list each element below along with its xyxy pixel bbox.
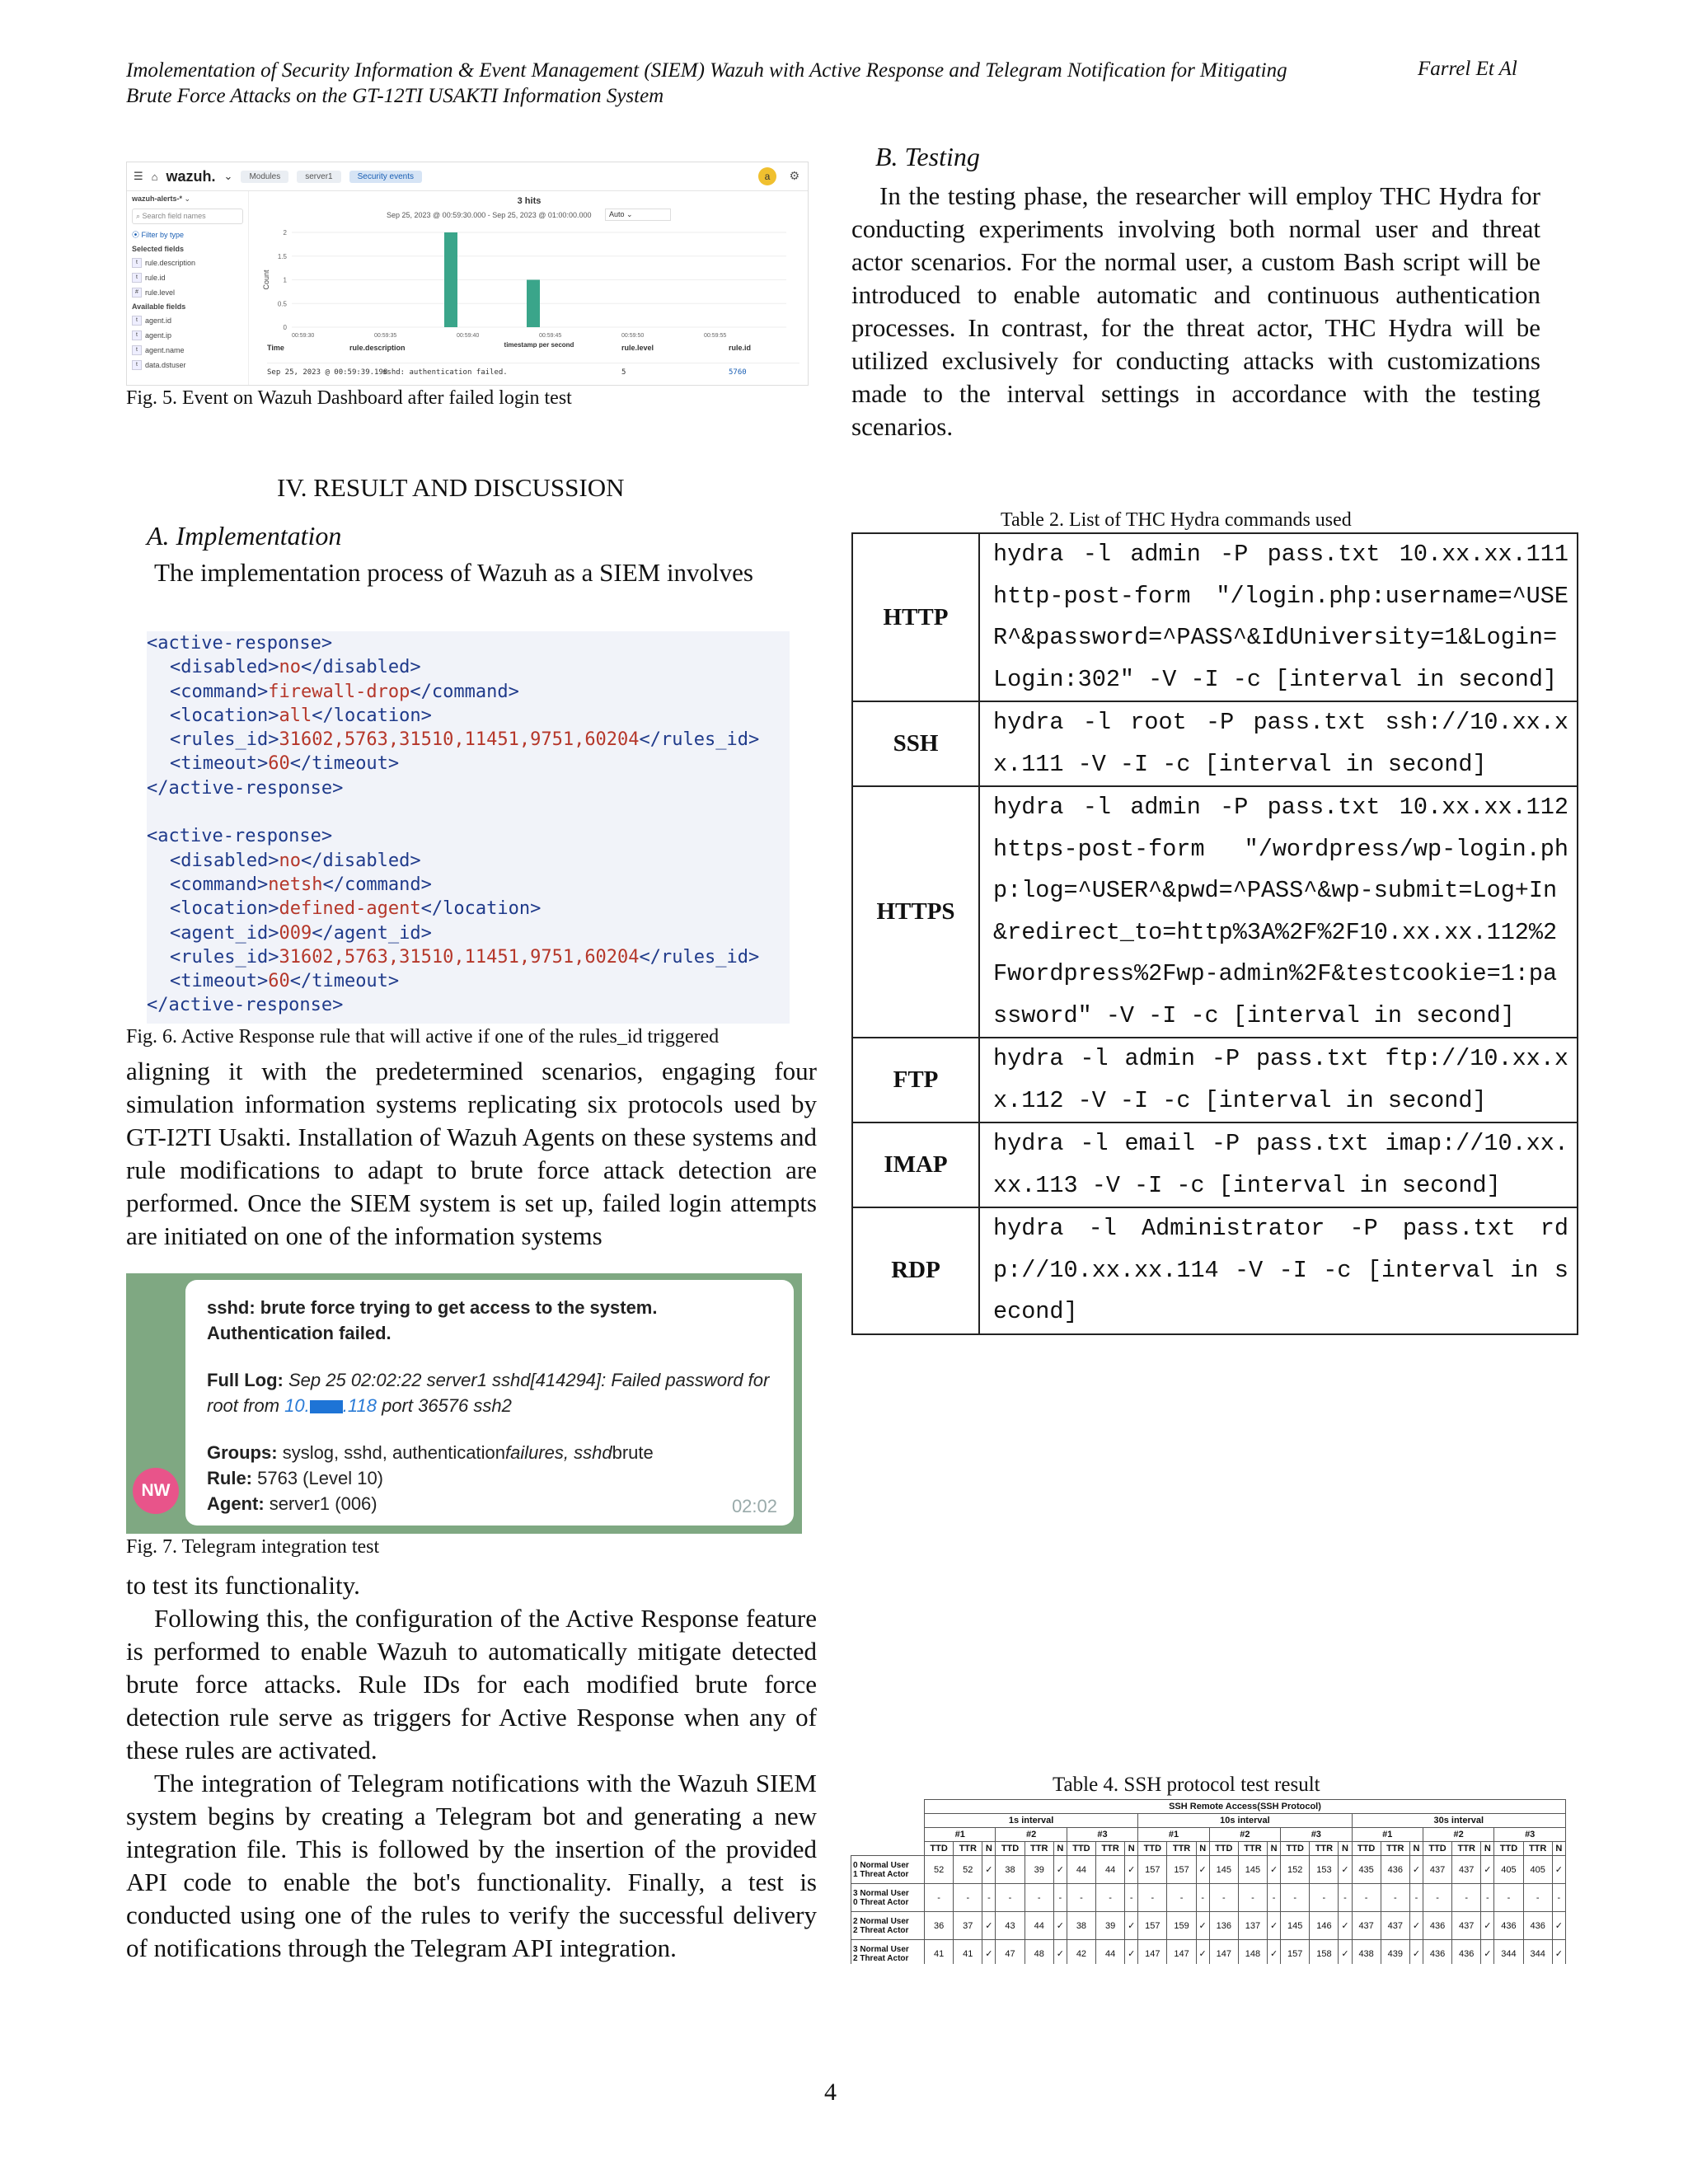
command-cell: hydra -l Administrator -P pass.txt rdp://10.xx.xx.114 -V -I -c [interval in second]	[979, 1207, 1578, 1334]
data-cell: -	[1138, 1884, 1167, 1912]
code-line: </active-response>	[147, 777, 344, 799]
data-cell: 41	[925, 1940, 954, 1965]
x-tick-label: 00:59:55	[704, 333, 727, 339]
data-cell: 438	[1352, 1940, 1381, 1965]
command-cell: hydra -l email -P pass.txt imap://10.xx.xx.113 -V -I -c [interval in second]	[979, 1122, 1578, 1207]
x-tick-label: 00:59:40	[457, 333, 480, 339]
telegram-message-figure	[126, 1273, 802, 1534]
protocol-cell: RDP	[852, 1207, 979, 1334]
data-cell: 436	[1452, 1940, 1481, 1965]
code-line: <timeout>60</timeout>	[170, 971, 400, 992]
column-header: TTR	[1096, 1842, 1125, 1856]
data-cell: 137	[1238, 1912, 1267, 1940]
field-item[interactable]: t agent.name	[132, 345, 243, 355]
column-header: TTR	[1310, 1842, 1339, 1856]
data-cell: 158	[1310, 1940, 1339, 1965]
breadcrumb-security-events[interactable]: Security events	[349, 171, 422, 183]
y-tick-label: 2	[283, 229, 287, 237]
code-line: <disabled>no</disabled>	[170, 657, 421, 678]
paragraph: to test its functionality. Following this, the configuration of the Active Response feature is performed to enable Wazuh to automatically mitigate detected brute force attacks. Rule IDs for each modified brute force detection rule serve as triggers for Active Response when any of these rules are activated. The integration of Telegram notifications with the Wazuh SIEM system begins by creating a Telegram bot and generating a new integration file. This is followed by the insertion of the provided API code to enable the bot's functionality. Finally, a test is conducted using one of the rules to verify the successful delivery of notifications through the Telegram API integration.	[126, 1571, 817, 1962]
data-cell: 145	[1238, 1856, 1267, 1884]
data-cell: -	[1025, 1884, 1053, 1912]
data-cell: 436	[1423, 1940, 1451, 1965]
data-cell: ✓	[1481, 1912, 1494, 1940]
breadcrumb-modules[interactable]: Modules	[241, 171, 288, 183]
avatar: NW	[133, 1468, 179, 1514]
protocol-cell: IMAP	[852, 1122, 979, 1207]
empty-cell	[851, 1842, 925, 1856]
column-header: TTD	[1352, 1842, 1381, 1856]
column-header: TTD	[996, 1842, 1025, 1856]
histogram-chart	[259, 224, 803, 348]
code-line: <agent_id>009</agent_id>	[170, 922, 432, 944]
field-item[interactable]: t rule.description	[132, 258, 243, 268]
table-row	[851, 1828, 1566, 1842]
data-cell: 145	[1281, 1912, 1310, 1940]
x-tick-label: 00:59:30	[292, 333, 315, 339]
protocol-cell: FTP	[852, 1038, 979, 1122]
y-tick-label: 1.5	[277, 252, 287, 260]
dashboard-main: 3 hits Sep 25, 2023 @ 00:59:30.000 - Sep 25, 2023 @ 01:00:00.000 Auto ⌄ 2 1.5 1 0.5 0 Count 00:59:30 00:59:35 00:59:40 00:59:45 00:59:50 00:59:55 timestamp per second Time rule.description rule.level rule.id Sep 25, 2023 @ 00:59:39.198 sshd: authentication failed. 5 5760	[251, 191, 808, 385]
data-cell: 439	[1381, 1940, 1409, 1965]
data-cell: 157	[1138, 1912, 1167, 1940]
data-cell: 42	[1067, 1940, 1095, 1965]
histogram-bar	[444, 232, 457, 327]
running-header	[126, 58, 1395, 109]
code-line: <rules_id>31602,5763,31510,11451,9751,60204</rules_id>	[170, 946, 760, 968]
field-item[interactable]: t rule.id	[132, 273, 243, 283]
data-cell: -	[1096, 1884, 1125, 1912]
data-cell: 147	[1209, 1940, 1238, 1965]
dashboard-topbar	[127, 162, 808, 191]
table-row[interactable]: Sep 25, 2023 @ 00:59:39.198 sshd: authentication failed. 5 5760	[267, 363, 799, 368]
data-cell: -	[1167, 1884, 1196, 1912]
protocol-cell: HTTPS	[852, 786, 979, 1038]
data-cell: ✓	[1125, 1940, 1138, 1965]
histogram-bar	[527, 280, 540, 328]
run-header: #1	[1138, 1828, 1209, 1842]
run-header: #1	[1352, 1828, 1423, 1842]
fig6-caption: Fig. 6. Active Response rule that will active if one of the rules_id triggered	[126, 1026, 720, 1047]
hits-count: 3 hits	[517, 196, 542, 206]
data-cell: 44	[1096, 1856, 1125, 1884]
table-row	[852, 1038, 1578, 1122]
data-cell: 38	[996, 1856, 1025, 1884]
data-cell: 344	[1494, 1940, 1523, 1965]
subsection-b-heading: B. Testing	[875, 142, 980, 171]
table-row	[852, 533, 1578, 701]
data-cell: 145	[1209, 1856, 1238, 1884]
column-header: TTR	[954, 1842, 982, 1856]
data-cell: 47	[996, 1940, 1025, 1965]
data-cell: -	[925, 1884, 954, 1912]
table-row	[851, 1912, 1566, 1940]
data-cell: 136	[1209, 1912, 1238, 1940]
field-item[interactable]: t agent.id	[132, 316, 243, 326]
data-cell: 44	[1025, 1912, 1053, 1940]
column-header: TTD	[1494, 1842, 1523, 1856]
code-line: <active-response>	[147, 826, 333, 847]
interval-header: 1s interval	[925, 1814, 1138, 1828]
data-cell: ✓	[1196, 1912, 1209, 1940]
table4-clip	[849, 1797, 1574, 1964]
data-cell: ✓	[1552, 1856, 1565, 1884]
data-cell: 43	[996, 1912, 1025, 1940]
data-cell: ✓	[1053, 1856, 1067, 1884]
column-header: N	[1268, 1842, 1281, 1856]
column-header: TTR	[1452, 1842, 1481, 1856]
data-cell: 344	[1523, 1940, 1552, 1965]
gear-icon[interactable]: ⚙	[789, 169, 799, 182]
run-header: #3	[1067, 1828, 1137, 1842]
column-header: TTD	[1423, 1842, 1451, 1856]
data-cell: 157	[1167, 1856, 1196, 1884]
column-header: N	[1552, 1842, 1565, 1856]
data-cell: -	[1352, 1884, 1381, 1912]
data-cell: ✓	[1409, 1856, 1423, 1884]
data-cell: 153	[1310, 1856, 1339, 1884]
command-cell: hydra -l admin -P pass.txt 10.xx.xx.111 http-post-form "/login.php:username=^USER^&password=^PASS^&IdUniversity=1&Login=Login:302" -V -I -c [interval in second]	[979, 533, 1578, 701]
protocol-cell: HTTP	[852, 533, 979, 701]
data-cell: ✓	[1552, 1912, 1565, 1940]
paragraph: aligning it with the predetermined scenarios, engaging four simulation information systems replicating six protocols used by GT-I2TI Usakti. Installation of Wazuh Agents on these systems and rule modifications to adapt to brute force attack detection are performed. Once the SIEM system is set up, failed login attempts are initiated on one of the information systems	[126, 1057, 817, 1250]
available-fields-label: Available fields	[132, 302, 186, 311]
data-cell: 437	[1352, 1912, 1381, 1940]
data-cell: ✓	[982, 1940, 996, 1965]
data-cell: 147	[1167, 1940, 1196, 1965]
dashboard-sidebar	[127, 191, 249, 385]
data-cell: 36	[925, 1912, 954, 1940]
column-header: TTD	[1067, 1842, 1095, 1856]
data-cell: 44	[1096, 1940, 1125, 1965]
column-header: N	[1196, 1842, 1209, 1856]
command-cell: hydra -l root -P pass.txt ssh://10.xx.xx.111 -V -I -c [interval in second]	[979, 701, 1578, 786]
data-cell: 435	[1352, 1856, 1381, 1884]
x-axis-label: timestamp per second	[504, 341, 574, 348]
data-cell: ✓	[1409, 1940, 1423, 1965]
table-row	[851, 1940, 1566, 1965]
table-row	[852, 701, 1578, 786]
index-pattern-selector[interactable]: wazuh-alerts-* ⌄	[132, 194, 191, 203]
redacted-ip	[310, 1400, 343, 1413]
run-header: #1	[925, 1828, 996, 1842]
column-header: TTD	[1209, 1842, 1238, 1856]
column-header: N	[1481, 1842, 1494, 1856]
data-cell: 41	[954, 1940, 982, 1965]
data-cell: ✓	[1339, 1940, 1352, 1965]
data-cell: 157	[1138, 1856, 1167, 1884]
wazuh-dashboard-figure	[126, 162, 809, 386]
data-cell: -	[1409, 1884, 1423, 1912]
data-cell: 437	[1452, 1912, 1481, 1940]
paragraph: In the testing phase, the researcher will employ THC Hydra for conducting experiments involving both normal user and threat actor scenarios. For the normal user, a custom Bash script will be introduced to enable automatic and continuous authentication processes. In contrast, for the threat actor, THC Hydra will be utilized exclusively for conducting attacks with customizations made to the interval settings in accordance with the testing scenarios.	[851, 181, 1540, 441]
ssh-test-result-table	[851, 1799, 1566, 1964]
interval-header: 30s interval	[1352, 1814, 1565, 1828]
data-cell: 157	[1281, 1940, 1310, 1965]
run-header: #3	[1281, 1828, 1352, 1842]
interval-header: 10s interval	[1138, 1814, 1352, 1828]
data-cell: -	[996, 1884, 1025, 1912]
data-cell: 405	[1494, 1856, 1523, 1884]
table2-caption: Table 2. List of THC Hydra commands used	[1001, 509, 1352, 531]
run-header: #2	[1423, 1828, 1493, 1842]
table-row	[851, 1856, 1566, 1884]
code-line: <timeout>60</timeout>	[170, 753, 400, 775]
y-axis-label: Count	[262, 269, 270, 290]
paragraph: The implementation process of Wazuh as a SIEM involves	[154, 558, 753, 587]
command-cell: hydra -l admin -P pass.txt 10.xx.xx.112 https-post-form "/wordpress/wp-login.php:log=^USER^&pwd=^PASS^&wp-submit=Log+In&redirect_to=http%3A%2F%2F10.xx.xx.112%2Fwordpress%2Fwp-admin%2F&testcookie=1:password" -V -I -c [interval in second]	[979, 786, 1578, 1038]
table-row	[852, 1122, 1578, 1207]
data-cell: 436	[1423, 1912, 1451, 1940]
field-item[interactable]: t data.dstuser	[132, 360, 243, 370]
data-cell: ✓	[1053, 1912, 1067, 1940]
y-tick-label: 0.5	[277, 300, 287, 308]
table-title: SSH Remote Access(SSH Protocol)	[925, 1800, 1566, 1814]
data-cell: -	[1067, 1884, 1095, 1912]
run-header: #2	[996, 1828, 1067, 1842]
code-line: <command>firewall-drop</command>	[170, 681, 519, 702]
column-header: TTR	[1025, 1842, 1053, 1856]
wazuh-logo: wazuh.	[166, 167, 216, 185]
table-row	[851, 1842, 1566, 1856]
message-time: 02:02	[731, 1496, 777, 1516]
data-cell: 152	[1281, 1856, 1310, 1884]
data-cell: 44	[1067, 1856, 1095, 1884]
run-header: #3	[1494, 1828, 1566, 1842]
column-header: TTR	[1381, 1842, 1409, 1856]
column-header: N	[1409, 1842, 1423, 1856]
column-header: TTD	[925, 1842, 954, 1856]
data-cell: ✓	[1409, 1912, 1423, 1940]
data-cell: 52	[954, 1856, 982, 1884]
table-row	[851, 1814, 1566, 1828]
data-cell: ✓	[982, 1912, 996, 1940]
data-cell: -	[1310, 1884, 1339, 1912]
chevron-down-icon[interactable]: ⌄	[223, 170, 233, 182]
code-line: <disabled>no</disabled>	[170, 850, 421, 871]
column-header: N	[1339, 1842, 1352, 1856]
data-cell: 37	[954, 1912, 982, 1940]
data-cell: 148	[1238, 1940, 1267, 1965]
data-cell: -	[1494, 1884, 1523, 1912]
data-cell: -	[954, 1884, 982, 1912]
data-cell: -	[1268, 1884, 1281, 1912]
data-cell: 437	[1452, 1856, 1481, 1884]
column-header: N	[982, 1842, 996, 1856]
data-cell: ✓	[1196, 1940, 1209, 1965]
active-response-code	[147, 631, 790, 1024]
fig7-caption: Fig. 7. Telegram integration test	[126, 1536, 380, 1558]
data-cell: ✓	[1268, 1856, 1281, 1884]
empty-cell	[851, 1800, 925, 1814]
x-tick-label: 00:59:45	[539, 333, 562, 339]
data-cell: -	[1209, 1884, 1238, 1912]
column-header: TTR	[1167, 1842, 1196, 1856]
data-cell: ✓	[1268, 1912, 1281, 1940]
data-cell: 38	[1067, 1912, 1095, 1940]
column-header: N	[1125, 1842, 1138, 1856]
data-cell: 437	[1423, 1856, 1451, 1884]
search-field-input[interactable]: ⌕ Search field names	[132, 209, 243, 224]
data-cell: ✓	[1481, 1940, 1494, 1965]
data-cell: 147	[1138, 1940, 1167, 1965]
table-row	[852, 786, 1578, 1038]
code-line: <active-response>	[147, 633, 333, 654]
y-tick-label: 1	[283, 276, 287, 284]
data-cell: 146	[1310, 1912, 1339, 1940]
data-cell: ✓	[1552, 1940, 1565, 1965]
data-cell: -	[1381, 1884, 1409, 1912]
data-cell: 39	[1025, 1856, 1053, 1884]
code-line: <rules_id>31602,5763,31510,11451,9751,60204</rules_id>	[170, 729, 760, 751]
data-cell: 405	[1523, 1856, 1552, 1884]
column-header: TTD	[1138, 1842, 1167, 1856]
data-cell: -	[1339, 1884, 1352, 1912]
data-cell: ✓	[1268, 1940, 1281, 1965]
data-cell: -	[1523, 1884, 1552, 1912]
hydra-commands-table	[851, 532, 1578, 1335]
data-cell: 48	[1025, 1940, 1053, 1965]
code-line: </active-response>	[147, 995, 344, 1016]
data-cell: -	[1481, 1884, 1494, 1912]
code-line: <location>defined-agent</location>	[170, 898, 542, 920]
command-cell: hydra -l admin -P pass.txt ftp://10.xx.xx.112 -V -I -c [interval in second]	[979, 1038, 1578, 1122]
column-header: N	[1053, 1842, 1067, 1856]
data-cell: 436	[1523, 1912, 1552, 1940]
data-cell: -	[1125, 1884, 1138, 1912]
data-cell: ✓	[1196, 1856, 1209, 1884]
page-number: 4	[824, 2079, 837, 2106]
data-cell: ✓	[1125, 1912, 1138, 1940]
data-cell: -	[1196, 1884, 1209, 1912]
field-item[interactable]: # rule.level	[132, 288, 243, 298]
column-header: TTR	[1523, 1842, 1552, 1856]
table4-caption: Table 4. SSH protocol test result	[1053, 1774, 1320, 1796]
data-cell: 39	[1096, 1912, 1125, 1940]
row-label: 0 Normal User 1 Threat Actor	[851, 1856, 925, 1884]
avatar[interactable]: a	[758, 167, 776, 185]
menu-icon[interactable]: ☰	[134, 170, 143, 182]
data-cell: 436	[1494, 1912, 1523, 1940]
empty-cell	[851, 1814, 925, 1828]
data-cell: -	[1053, 1884, 1067, 1912]
table-row	[851, 1800, 1566, 1814]
date-range: Sep 25, 2023 @ 00:59:30.000 - Sep 25, 2023 @ 01:00:00.000	[387, 211, 592, 219]
data-cell: ✓	[1125, 1856, 1138, 1884]
x-tick-label: 00:59:50	[621, 333, 645, 339]
data-cell: 52	[925, 1856, 954, 1884]
y-tick-label: 0	[283, 324, 287, 331]
data-cell: 436	[1381, 1856, 1409, 1884]
row-label: 3 Normal User 2 Threat Actor	[851, 1940, 925, 1965]
home-icon[interactable]: ⌂	[151, 170, 158, 183]
row-label: 3 Normal User 0 Threat Actor	[851, 1884, 925, 1912]
data-cell: -	[1238, 1884, 1267, 1912]
data-cell: -	[1423, 1884, 1451, 1912]
data-cell: ✓	[1481, 1856, 1494, 1884]
data-cell: 159	[1167, 1912, 1196, 1940]
empty-cell	[851, 1828, 925, 1842]
x-tick-label: 00:59:35	[374, 333, 397, 339]
code-line: <location>all</location>	[170, 705, 432, 726]
column-header: TTD	[1281, 1842, 1310, 1856]
protocol-cell: SSH	[852, 701, 979, 786]
data-cell: ✓	[1053, 1940, 1067, 1965]
run-header: #2	[1209, 1828, 1280, 1842]
interval-select[interactable]: Auto ⌄	[605, 209, 671, 221]
data-cell: ✓	[1339, 1856, 1352, 1884]
field-item[interactable]: t agent.ip	[132, 330, 243, 340]
data-cell: 437	[1381, 1912, 1409, 1940]
row-label: 2 Normal User 2 Threat Actor	[851, 1912, 925, 1940]
data-cell: -	[1552, 1884, 1565, 1912]
data-cell: -	[982, 1884, 996, 1912]
breadcrumb-server[interactable]: server1	[297, 171, 340, 183]
data-cell: ✓	[1339, 1912, 1352, 1940]
data-cell: ✓	[982, 1856, 996, 1884]
telegram-message-bubble: sshd: brute force trying to get access to the system. Authentication failed. Full Log: Sep 25 02:02:22 server1 sshd[414294]: Failed password for root from 10. .118 port 36576 ssh2 Groups: syslog, sshd, authenticationfailures, sshdbrute Rule: 5763 (Level 10) Agent: server1 (006) 02:02	[185, 1280, 794, 1526]
header-title-line2: Brute Force Attacks on the GT-12TI USAKTI Information System	[126, 85, 664, 107]
header-authors: Farrel Et Al	[1418, 58, 1517, 80]
column-header: TTR	[1238, 1842, 1267, 1856]
subsection-a-heading: A. Implementation	[147, 521, 342, 551]
fig5-caption: Fig. 5. Event on Wazuh Dashboard after failed login test	[126, 387, 572, 409]
code-blank-line	[147, 800, 790, 824]
header-title-line1: Imolementation of Security Information & Event Management (SIEM) Wazuh with Active Response and Telegram Notification for Mitigating	[126, 59, 1287, 82]
data-cell: -	[1281, 1884, 1310, 1912]
selected-fields-label: Selected fields	[132, 245, 185, 253]
filter-by-type[interactable]: ⦿ Filter by type	[132, 231, 185, 239]
code-line: <command>netsh</command>	[170, 874, 432, 895]
data-cell: -	[1452, 1884, 1481, 1912]
table-row	[851, 1884, 1566, 1912]
table-row	[852, 1207, 1578, 1334]
section-heading: IV. RESULT AND DISCUSSION	[277, 473, 625, 502]
